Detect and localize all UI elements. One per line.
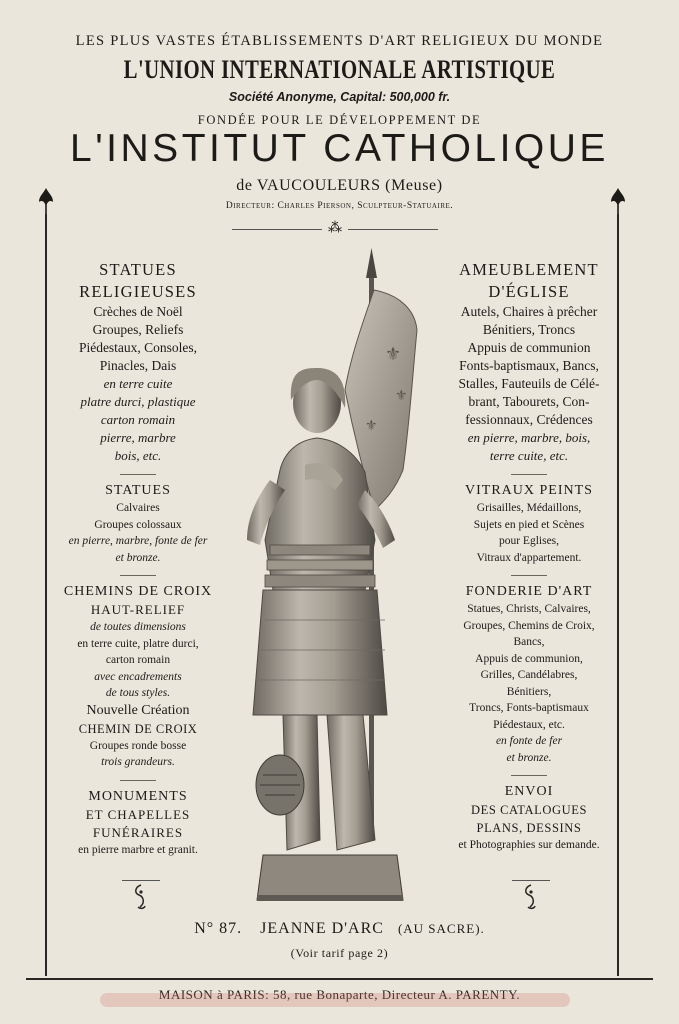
list-item: Groupes, Chemins de Croix, xyxy=(463,619,595,632)
list-item: Bénitiers, Troncs xyxy=(482,322,576,337)
section-title: MONUMENTS xyxy=(88,788,188,804)
footer-stain xyxy=(100,993,570,1007)
right-border-rule xyxy=(617,214,619,976)
right-ornament-rule xyxy=(512,880,550,881)
section-divider xyxy=(511,775,547,776)
section-title: FONDERIE D'ART xyxy=(465,584,593,599)
section-title: D'ÉGLISE xyxy=(488,282,570,301)
section-title: AMEUBLEMENT xyxy=(459,260,599,279)
section-title: VITRAUX PEINTS xyxy=(465,483,593,498)
section-title: RELIGIEUSES xyxy=(79,282,197,301)
statue-name: JEANNE D'ARC xyxy=(260,920,384,937)
statue-subtitle: (AU SACRE). xyxy=(397,921,485,936)
list-item: de tous styles. xyxy=(105,687,171,699)
right-fleuron-icon xyxy=(608,186,628,216)
left-fleuron-icon xyxy=(36,186,56,216)
list-item: en terre cuite xyxy=(103,376,173,391)
founded-line: FONDÉE POUR LE DÉVELOPPEMENT DE xyxy=(197,113,482,127)
list-item: Piédestaux, etc. xyxy=(493,718,565,731)
list-item: Troncs, Fonts-baptismaux xyxy=(469,702,589,714)
list-item: brant, Tabourets, Con- xyxy=(468,394,590,409)
section-monuments xyxy=(54,788,222,859)
list-item: pour Eglises, xyxy=(498,535,560,547)
section-title: STATUES xyxy=(105,483,171,498)
right-scroll-ornament-icon xyxy=(520,883,542,911)
list-item: fessionnaux, Crédences xyxy=(465,412,593,427)
section-vitraux xyxy=(444,482,614,566)
location-line: de VAUCOULEURS (Meuse) xyxy=(236,177,443,194)
list-item: et bronze. xyxy=(115,551,161,564)
list-item: PLANS, DESSINS xyxy=(476,821,582,835)
section-divider xyxy=(511,474,547,475)
list-item: Groupes, Reliefs xyxy=(92,322,184,337)
section-envoi xyxy=(444,783,614,854)
list-item: Stalles, Fauteuils de Célé- xyxy=(458,376,600,391)
header-tagline: LES PLUS VASTES ÉTABLISSEMENTS D'ART RELIGIEUX DU MONDE xyxy=(75,33,604,49)
list-item: Appuis de communion xyxy=(467,340,591,355)
section-title: HAUT-RELIEF xyxy=(90,602,186,617)
svg-text:⚜: ⚜ xyxy=(385,344,402,365)
society-capital: Société Anonyme, Capital: 500,000 fr. xyxy=(228,90,451,104)
list-item: carton romain xyxy=(100,412,176,427)
list-item: Grisailles, Médaillons, xyxy=(476,502,582,514)
list-item: Groupes ronde bosse xyxy=(89,739,187,752)
list-item: bois, etc. xyxy=(114,448,162,463)
list-item: Fonts-baptismaux, Bancs, xyxy=(459,358,599,373)
list-item: et Photographies sur demande. xyxy=(458,839,600,851)
list-item: en pierre, marbre, fonte de fer xyxy=(68,535,208,547)
left-column xyxy=(54,259,222,858)
list-item: Vitraux d'appartement. xyxy=(476,551,582,564)
list-item: Piédestaux, Consoles, xyxy=(78,340,198,355)
footer-address: MAISON à PARIS: 58, rue Bonaparte, Directeur A. PARENTY. xyxy=(158,987,521,1002)
section-divider xyxy=(511,575,547,576)
list-item: Appuis de communion, xyxy=(475,652,583,665)
right-column xyxy=(444,259,614,854)
list-item: et bronze. xyxy=(506,751,552,764)
section-fonderie xyxy=(444,583,614,766)
header-rule-right xyxy=(348,229,438,230)
section-divider xyxy=(120,474,156,475)
header-ornament: ⁂ xyxy=(328,221,342,236)
list-item: pierre, marbre xyxy=(100,430,176,445)
left-border-rule xyxy=(45,214,47,976)
list-item: Grilles, Candélabres, xyxy=(480,669,578,681)
list-item: Groupes colossaux xyxy=(94,518,182,531)
section-title: FUNÉRAIRES xyxy=(92,824,184,840)
list-item: en terre cuite, platre durci, xyxy=(77,637,199,650)
jeanne-darc-statue-image xyxy=(225,240,435,915)
catalog-number: N° 87. xyxy=(194,920,243,937)
list-item: carton romain xyxy=(105,654,171,666)
list-item: Statues, Christs, Calvaires, xyxy=(467,603,591,615)
list-item: Calvaires xyxy=(116,502,160,514)
section-statues xyxy=(54,482,222,566)
price-reference: (Voir tarif page 2) xyxy=(290,946,389,960)
section-title: CHEMINS DE CROIX xyxy=(63,584,213,599)
list-item: avec encadrements xyxy=(94,670,182,683)
list-item: trois grandeurs. xyxy=(101,756,175,768)
list-item: platre durci, plastique xyxy=(80,394,196,409)
list-item: de toutes dimensions xyxy=(90,621,186,633)
section-divider xyxy=(120,575,156,576)
header-rule-left xyxy=(232,229,322,230)
list-item: Autels, Chaires à prêcher xyxy=(460,304,598,319)
list-item: Nouvelle Création xyxy=(86,702,190,718)
left-scroll-ornament-icon xyxy=(130,883,152,911)
section-divider xyxy=(120,780,156,781)
svg-text:⚜: ⚜ xyxy=(365,418,378,434)
statue-caption xyxy=(0,920,679,938)
section-ameublement xyxy=(444,259,614,465)
left-ornament-rule xyxy=(122,880,160,881)
list-item: Bancs, xyxy=(513,636,545,648)
svg-text:⚜: ⚜ xyxy=(395,388,408,404)
list-item: en pierre marbre et granit. xyxy=(78,843,198,856)
list-item: en pierre, marbre, bois, xyxy=(467,430,591,445)
section-title: ENVOI xyxy=(504,784,554,799)
institute-title: L'INSTITUT CATHOLIQUE xyxy=(70,127,609,170)
company-name: L'UNION INTERNATIONALE ARTISTIQUE xyxy=(123,55,556,84)
section-title: STATUES xyxy=(99,260,177,279)
list-item: Pinacles, Dais xyxy=(99,358,177,373)
footer-rule xyxy=(26,978,653,980)
list-item: Bénitiers, xyxy=(506,685,552,698)
director-line: Directeur: Charles Pierson, Sculpteur-Statuaire. xyxy=(225,201,454,211)
list-item: DES CATALOGUES xyxy=(470,803,588,817)
list-item: Sujets en pied et Scènes xyxy=(473,518,585,531)
list-item: terre cuite, etc. xyxy=(489,448,569,463)
section-title: ET CHAPELLES xyxy=(85,806,191,822)
list-item: en fonte de fer xyxy=(495,735,563,747)
list-item: Crèches de Noël xyxy=(93,304,183,319)
section-chemins-de-croix xyxy=(54,583,222,771)
list-item: CHEMIN DE CROIX xyxy=(78,721,198,736)
section-statues-religieuses xyxy=(54,259,222,465)
